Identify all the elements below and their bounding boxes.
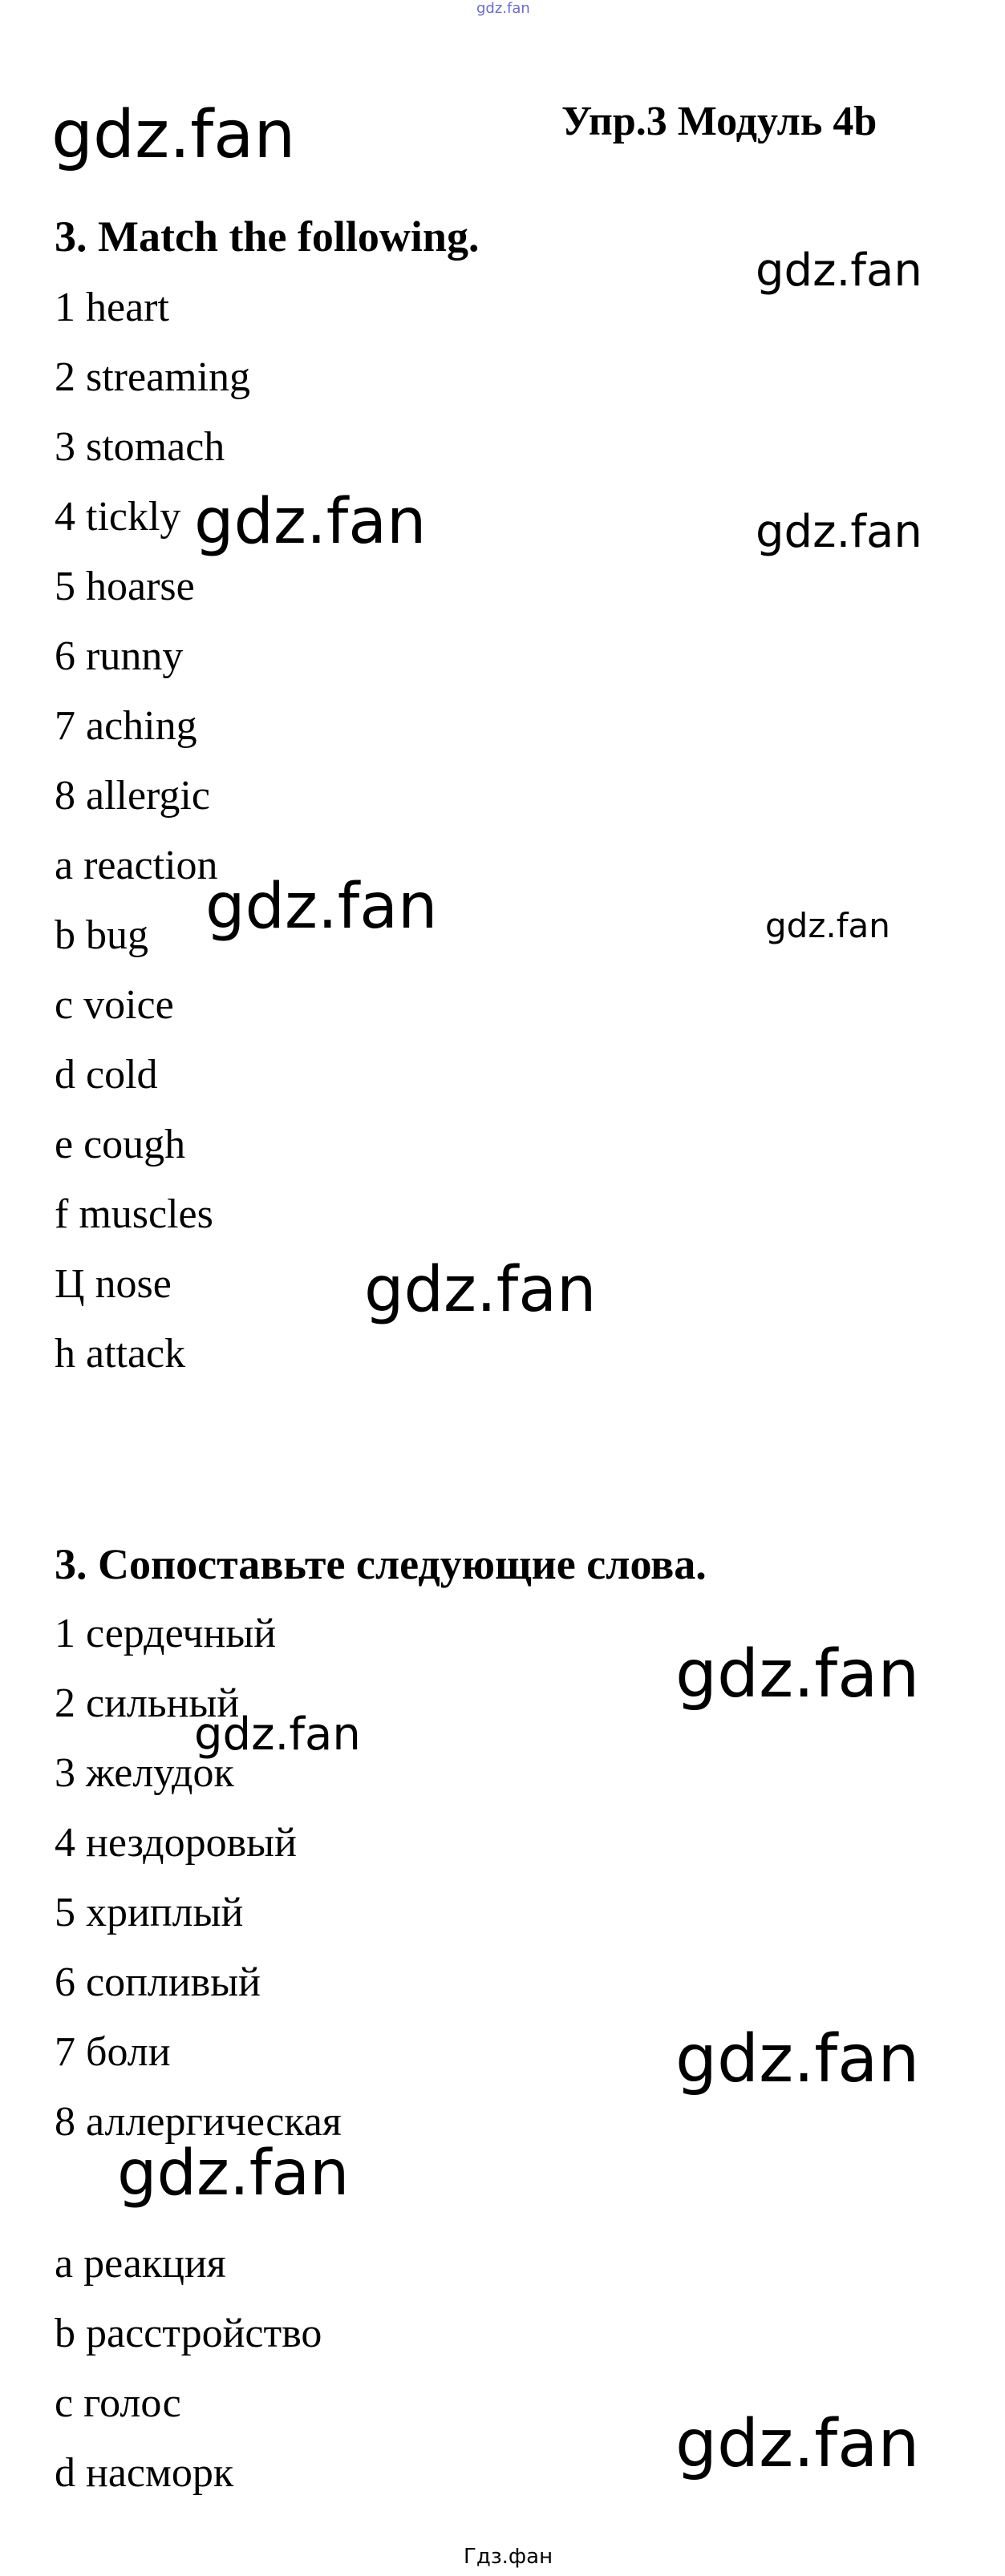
list-item: d насморк	[55, 2450, 234, 2496]
list-item: а реакция	[55, 2241, 226, 2287]
watermark: gdz.fan	[675, 1636, 920, 1713]
list-item: 1 heart	[55, 285, 169, 330]
watermark: gdz.fan	[194, 1709, 361, 1761]
watermark: gdz.fan	[51, 97, 296, 173]
list-item: 5 hoarse	[55, 564, 195, 609]
list-item: 7 aching	[55, 703, 197, 749]
watermark: gdz.fan	[205, 871, 438, 943]
watermark: gdz.fan	[675, 2406, 920, 2482]
list-item: с голос	[55, 2380, 181, 2426]
list-item: 6 сопливый	[55, 1959, 261, 2005]
watermark: gdz.fan	[756, 506, 922, 558]
list-item: Ц nose	[55, 1261, 172, 1307]
watermark: gdz.fan	[117, 2137, 350, 2210]
list-item: 3 желудок	[55, 1750, 234, 1796]
list-item: e cough	[55, 1122, 186, 1167]
watermark: gdz.fan	[364, 1254, 597, 1326]
list-item: c voice	[55, 982, 174, 1028]
list-item: d cold	[55, 1052, 158, 1098]
watermark: gdz.fan	[194, 486, 427, 558]
watermark: gdz.fan	[756, 245, 922, 297]
list-item: 6 runny	[55, 633, 184, 679]
list-item: 8 аллергическая	[55, 2099, 342, 2145]
list-item: h attack	[55, 1331, 186, 1377]
watermark: gdz.fan	[675, 2021, 920, 2097]
list-item: f muscles	[55, 1191, 213, 1237]
list-item: 1 сердечный	[55, 1611, 277, 1656]
list-item: 3 stomach	[55, 424, 225, 470]
list-item: b bug	[55, 912, 148, 958]
list-item: 8 allergic	[55, 773, 210, 819]
list-item: 4 нездоровый	[55, 1820, 297, 1866]
list-item: b расстройство	[55, 2311, 322, 2356]
list-item: 5 хриплый	[55, 1890, 244, 1935]
english-heading: 3. Match the following.	[55, 212, 480, 261]
list-item: 2 streaming	[55, 354, 251, 400]
watermark: gdz.fan	[765, 906, 890, 945]
footer-text: Гдз.фан	[464, 2545, 553, 2569]
top-watermark: gdz.fan	[476, 0, 530, 17]
russian-heading: 3. Сопоставьте следующие слова.	[55, 1540, 707, 1588]
list-item: 4 tickly	[55, 494, 181, 540]
list-item: a reaction	[55, 843, 218, 888]
exercise-title: Упр.3 Модуль 4b	[561, 99, 877, 144]
list-item: 7 боли	[55, 2029, 171, 2075]
list-item: 2 сильный	[55, 1680, 240, 1726]
